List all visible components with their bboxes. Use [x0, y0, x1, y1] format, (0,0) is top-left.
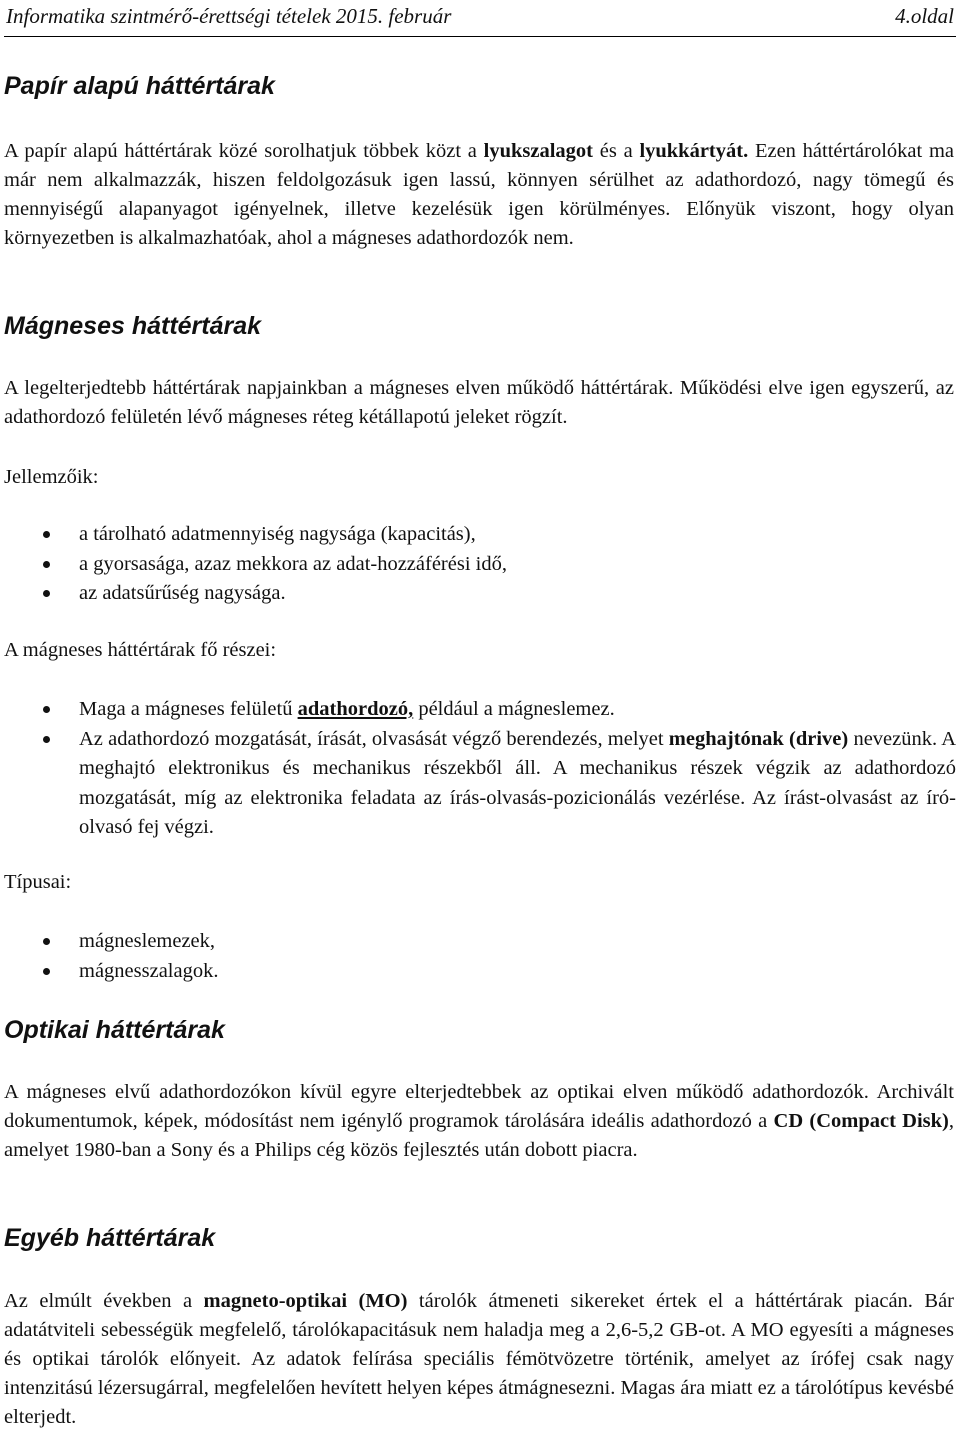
parts-list [0, 695, 956, 843]
text: például a mágneslemez. [413, 698, 615, 720]
text: A mágneses elvű adathordozókon kívül egyre elterjedtebbek az optikai elven működő adathordozók. Archivált dokumentumok, képek, módosítást nem igénylő programok tárolására ideális adathordozó a [4, 1081, 954, 1132]
heading-magnetic-storage: Mágneses háttértárak [4, 312, 262, 340]
bold-term: CD (Compact Disk) [773, 1110, 949, 1132]
list-item [0, 725, 956, 843]
list-item-text: mágneslemezek, [79, 930, 216, 952]
heading-other-storage: Egyéb háttértárak [4, 1224, 216, 1252]
bold-term: magneto-optikai (MO) [203, 1290, 408, 1312]
list-item [0, 579, 956, 609]
text: Az elmúlt években a [4, 1290, 204, 1312]
text: tárolók átmeneti sikereket értek el a háttértárak piacán. Bár adatátviteli sebességük megfelelő, tárolókapacitásuk nem haladja meg a 2,6-5,2 GB-ot. A MO egyesíti a mágneses és optikai tárolók előnyeit. Az adatok felírása speciális fémötvözetre történik, amelyet az írófej csak nagy intenzitású lézersugárral, megfelelően hevített helyen képes átmágnesezni. Magas ára miatt ez a tárolótípus kevésbé elterjedt. [4, 1290, 955, 1428]
list-item-text: a gyorsasága, azaz mekkora az adat-hozzáférési idő, [79, 552, 507, 575]
bullet-icon [43, 706, 50, 713]
bold-term: adathordozó, [297, 698, 414, 720]
list-item [0, 550, 956, 580]
paragraph-magnetic-intro: A legelterjedtebb háttértárak napjainkban a mágneses elven működő háttértárak. Működési elve igen egyszerű, az adathordozó felületén lévő mágneses réteg kétállapotú jeleket rögzít. [4, 377, 954, 428]
types-list [0, 927, 956, 986]
list-item-text: az adatsűrűség nagysága. [79, 582, 286, 604]
list-item-text: a tárolható adatmennyiség nagysága (kapacitás), [79, 523, 476, 545]
header-title: Informatika szintmérő-érettségi tételek 2015. február [6, 4, 452, 28]
heading-optical-storage: Optikai háttértárak [4, 1016, 225, 1044]
list-item-text: mágnesszalagok. [79, 959, 219, 982]
text: , amelyet 1980-ban a Sony és a Philips cég közös fejlesztés után dobott piacra. [4, 1110, 954, 1161]
bold-term: lyukszalagot [483, 140, 594, 162]
types-label: Típusai: [4, 871, 72, 893]
text: és a [593, 140, 640, 162]
bold-term: lyukkártyát. [639, 140, 749, 162]
paragraph-other [4, 1287, 954, 1432]
bullet-icon [43, 938, 50, 945]
text: Ezen háttértárolókat ma már nem alkalmazzák, hiszen feldolgozásuk igen lassú, könnyen sérülhet az adathordozó, nagy tömegű és mennyiségű alapanyagot igényelnek, illetve kezelésük igen körülményes. Előnyük viszont, hogy olyan környezetben is alkalmazhatóak, ahol a mágneses adathordozók nem. [4, 140, 954, 249]
text: A papír alapú háttértárak közé sorolhatjuk többek közt a [4, 140, 484, 162]
text: nevezünk. A meghajtó elektronikus és mechanikus részekből áll. A mechanikus részek végzik az adathordozó mozgatását, míg az elektronika feladata az írás-olvasás-pozicionálás vezérlése. Az írást-olvasást az író-olvasó fej végzi. [79, 727, 956, 838]
paragraph-paper-storage [4, 137, 954, 253]
list-item [0, 695, 956, 725]
text: Az adathordozó mozgatását, írását, olvasását végző berendezés, melyet [79, 727, 669, 750]
list-item [0, 520, 956, 550]
bullet-icon [43, 736, 50, 743]
paragraph-optical [4, 1078, 954, 1165]
bullet-icon [43, 531, 50, 538]
list-item [0, 927, 956, 957]
bullet-icon [43, 590, 50, 597]
page-number: 4.oldal [895, 4, 954, 28]
features-list [0, 520, 956, 609]
bullet-icon [43, 561, 50, 568]
page-header [4, 0, 956, 37]
bold-term: meghajtónak (drive) [668, 727, 849, 750]
parts-label: A mágneses háttértárak fő részei: [4, 639, 277, 661]
heading-paper-storage: Papír alapú háttértárak [4, 72, 275, 100]
bullet-icon [43, 968, 50, 975]
features-label: Jellemzőik: [4, 466, 99, 488]
text: Maga a mágneses felületű [79, 698, 298, 720]
list-item [0, 957, 956, 987]
